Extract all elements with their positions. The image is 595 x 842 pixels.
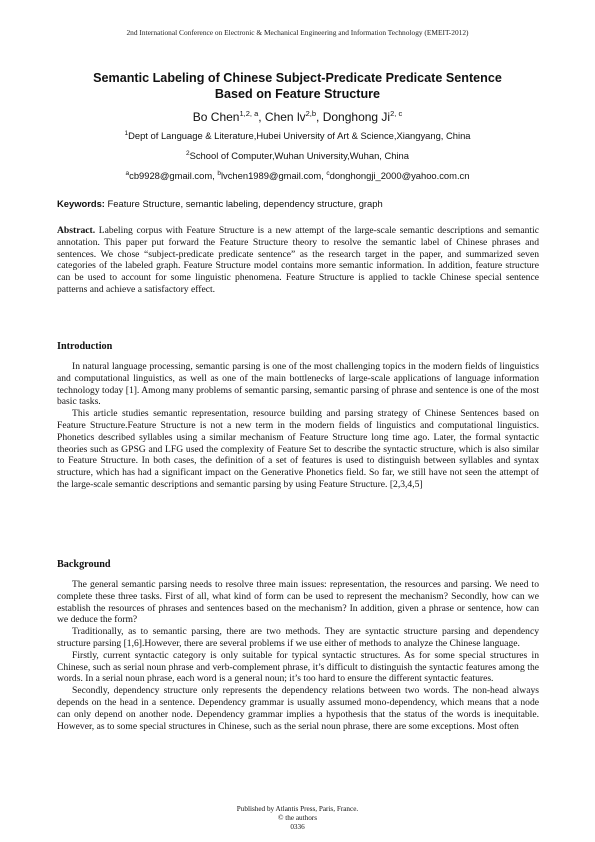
paragraph: In natural language processing, semantic parsing is one of the most challenging topics in the modern fields of linguistics and computational linguistics, as well as one of the main bottlenecks of large-scale applications of language information technology today [1]. Among many problems of semantic parsing, semantic parsing of phrase and sentence is one of the most basic tasks.	[57, 361, 539, 408]
paragraph: Traditionally, as to semantic parsing, there are two methods. They are syntactic structure parsing and dependency structure parsing [1,6].However, there are several problems if we use either of methods to analyze the Chinese language.	[57, 626, 539, 649]
email-sup: a	[125, 170, 130, 177]
affiliation-1	[0, 130, 595, 141]
email-sup: b	[217, 170, 221, 177]
copyright-line: © the authors	[278, 814, 317, 822]
paragraph: This article studies semantic representation, resource building and parsing strategy of Chinese Sentences based on Feature Structure.Feature Structure is not a new term in the modern fields of linguistics and computational linguistics. Phonetics described syllables using a similar mechanism of Feature Structure long time ago. Later, the formal syntactic theories such as GPSG and LFG used the complexity of Feature Set to describe the syntactic structure, which is also similar to Feature Structure. In both cases, the definition of a set of features is used to distinguish between syllables and syntax structure, which has had a significant impact on the Generative Phonetics field. So far, we still have not seen the attempt of the large-scale semantic descriptions and semantic parsing by using Feature Structure. [2,3,4,5]	[57, 408, 539, 490]
email-text: cb9928@gmail.com,	[129, 170, 218, 182]
author-name: Bo Chen	[192, 110, 240, 124]
title-line-2: Based on Feature Structure	[214, 87, 381, 101]
author-list: Bo Chen$^{1,2, a}$, Chen lv$^{2,b}$, Donghong Ji$^{2, c}$	[192, 109, 403, 124]
paragraph: Firstly, current syntactic category is only suitable for typical syntactic structures. As for some special structures in Chinese, such as serial noun phrase and verb-complement phrase, it’s difficult to distinguish the syntactic features among the words. In a serial noun phrase, each word is a general noun; it’s too hard to ensure the different syntactic features.	[57, 649, 539, 685]
author-name: Chen lv	[264, 110, 306, 124]
affiliation-sup: 1	[124, 130, 129, 137]
keywords-label: Keywords:	[57, 198, 105, 209]
paragraph: The general semantic parsing needs to resolve three main issues: representation, the resources and parsing. We need to complete these three tasks. First of all, what kind of form can be used to represent the mechanism? Secondly, how can we establish the resources of phrases and sentences based on the mechanism? In addition, given a phrase or sentence, how can we deduce the form?	[57, 579, 539, 626]
paper-title	[40, 70, 555, 102]
background-body	[57, 579, 539, 732]
email-sup: c	[326, 170, 330, 177]
keywords	[57, 198, 542, 209]
abstract	[57, 225, 539, 296]
section-heading-introduction: Introduction	[57, 341, 113, 352]
email-line	[0, 170, 595, 181]
publisher-line: Published by Atlantis Press, Paris, France.	[236, 805, 359, 813]
author-sup: 2, c	[390, 109, 403, 118]
paragraph: Secondly, dependency structure only represents the dependency relations between two words. The non-head always depends on the head in a sentence. Dependency grammar is usually assumed mono-dependency, which means that a node can only depend on another node. Dependency grammar implies a hypothesis that the status of the words is inequitable. However, as to some special structures in Chinese, such as the serial noun phrase, there are some exceptions. Most often	[57, 685, 539, 732]
page-number: 0336	[290, 823, 305, 831]
running-head: 2nd International Conference on Electronic & Mechanical Engineering and Information Technology (EMEIT-2012)	[126, 28, 469, 37]
keywords-text: Feature Structure, semantic labeling, dependency structure, graph	[104, 198, 383, 209]
affiliation-text: Dept of Language & Literature,Hubei University of Art & Science,Xiangyang, China	[128, 130, 471, 142]
affiliation-text: School of Computer,Wuhan University,Wuhan, China	[189, 150, 409, 162]
affiliation-sup: 2	[185, 150, 190, 157]
introduction-body	[57, 361, 539, 491]
section-heading-background: Background	[57, 559, 111, 570]
abstract-text: Labeling corpus with Feature Structure is a new attempt of the large-scale semantic descriptions and semantic annotation. This paper put forward the Feature Structure theory to resolve the semantic label of Chinese phrases and sentences. We chose “subject-predicate predicate sentence” as the research target in the paper, and summarized seven categories of the labeled graph. Feature Structure model contains more semantic information. In addition, feature structure can be used to account for some linguistic phenomena. Feature Structure is applied to tackle Chinese special sentence patterns and achieve a satisfactory effect.	[57, 225, 539, 295]
email-text: donghongji_2000@yahoo.com.cn	[329, 170, 470, 182]
page-footer	[0, 805, 595, 832]
author-sup: 1,2, a	[239, 109, 259, 118]
author-sup: 2,b	[305, 109, 317, 118]
email-text: lvchen1989@gmail.com,	[220, 170, 327, 182]
abstract-label: Abstract.	[57, 225, 96, 236]
affiliation-2	[0, 150, 595, 161]
title-line-1: Semantic Labeling of Chinese Subject-Predicate Predicate Sentence	[93, 71, 502, 85]
author-name: Donghong Ji	[322, 110, 391, 124]
